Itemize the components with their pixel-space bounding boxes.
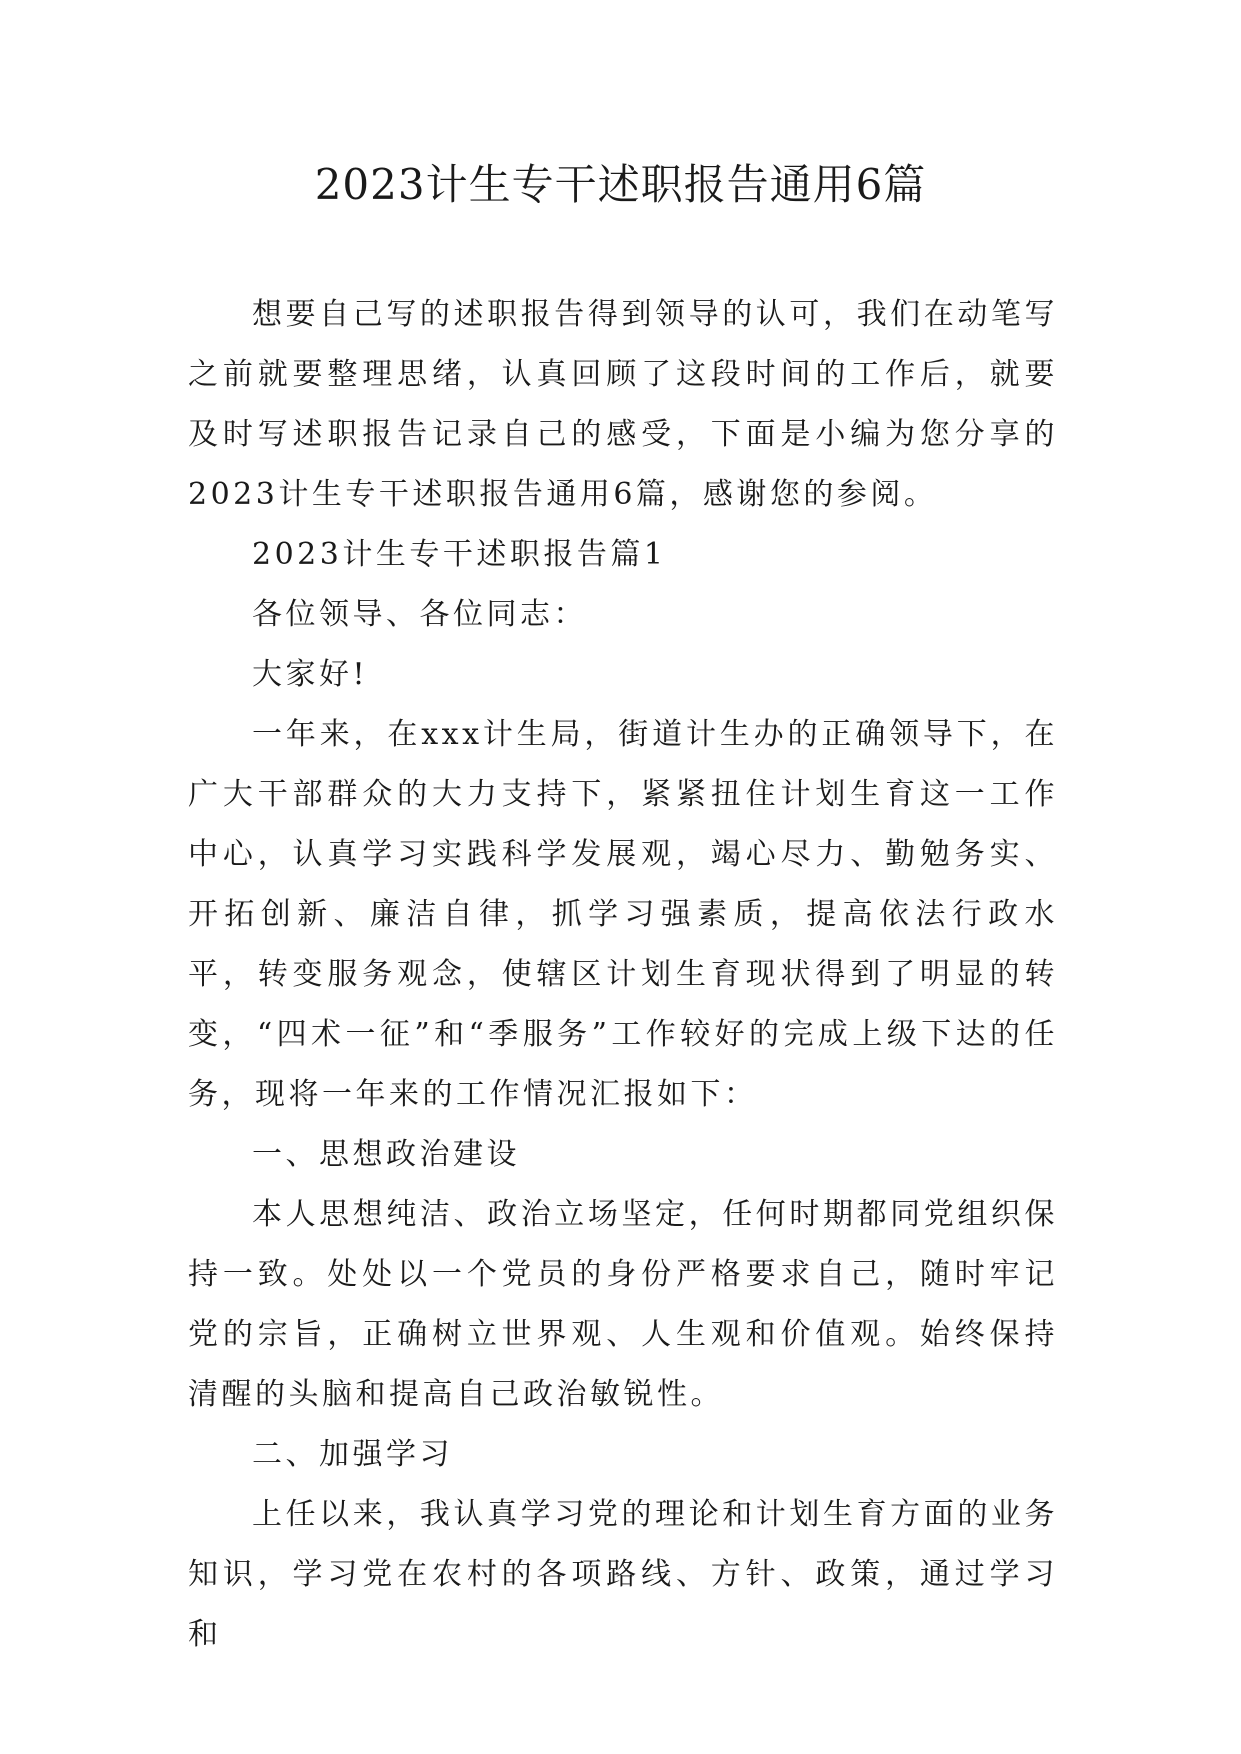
- greeting: 大家好!: [252, 657, 369, 692]
- document-title: 2023计生专干述职报告通用6篇: [314, 160, 927, 209]
- section-heading-political: 一、思想政治建设: [252, 1137, 520, 1172]
- section-heading-study: 二、加强学习: [252, 1437, 453, 1472]
- section-heading-report-1: 2023计生专干述职报告篇1: [252, 537, 667, 572]
- document-body: [188, 285, 1058, 1665]
- body-paragraph: 本人思想纯洁、政治立场坚定，任何时期都同党组织保持一致。处处以一个党员的身份严格要求自己，随时牢记党的宗旨，正确树立世界观、人生观和价值观。始终保持清醒的头脑和提高自己政治敏锐性。: [188, 1197, 1058, 1412]
- body-paragraph: 一年来，在xxx计生局，街道计生办的正确领导下，在广大干部群众的大力支持下，紧紧扭住计划生育这一工作中心，认真学习实践科学发展观，竭心尽力、勤勉务实、开拓创新、廉洁自律，抓学习强素质，提高依法行政水平，转变服务观念，使辖区计划生育现状得到了明显的转变，“四术一征”和“季服务”工作较好的完成上级下达的任务，现将一年来的工作情况汇报如下：: [188, 717, 1058, 1112]
- intro-paragraph: 想要自己写的述职报告得到领导的认可，我们在动笔写之前就要整理思绪，认真回顾了这段时间的工作后，就要及时写述职报告记录自己的感受，下面是小编为您分享的2023计生专干述职报告通用6篇，感谢您的参阅。: [188, 297, 1058, 512]
- body-paragraph: 上任以来，我认真学习党的理论和计划生育方面的业务知识，学习党在农村的各项路线、方针、政策，通过学习和: [188, 1497, 1058, 1652]
- salutation: 各位领导、各位同志：: [252, 597, 587, 632]
